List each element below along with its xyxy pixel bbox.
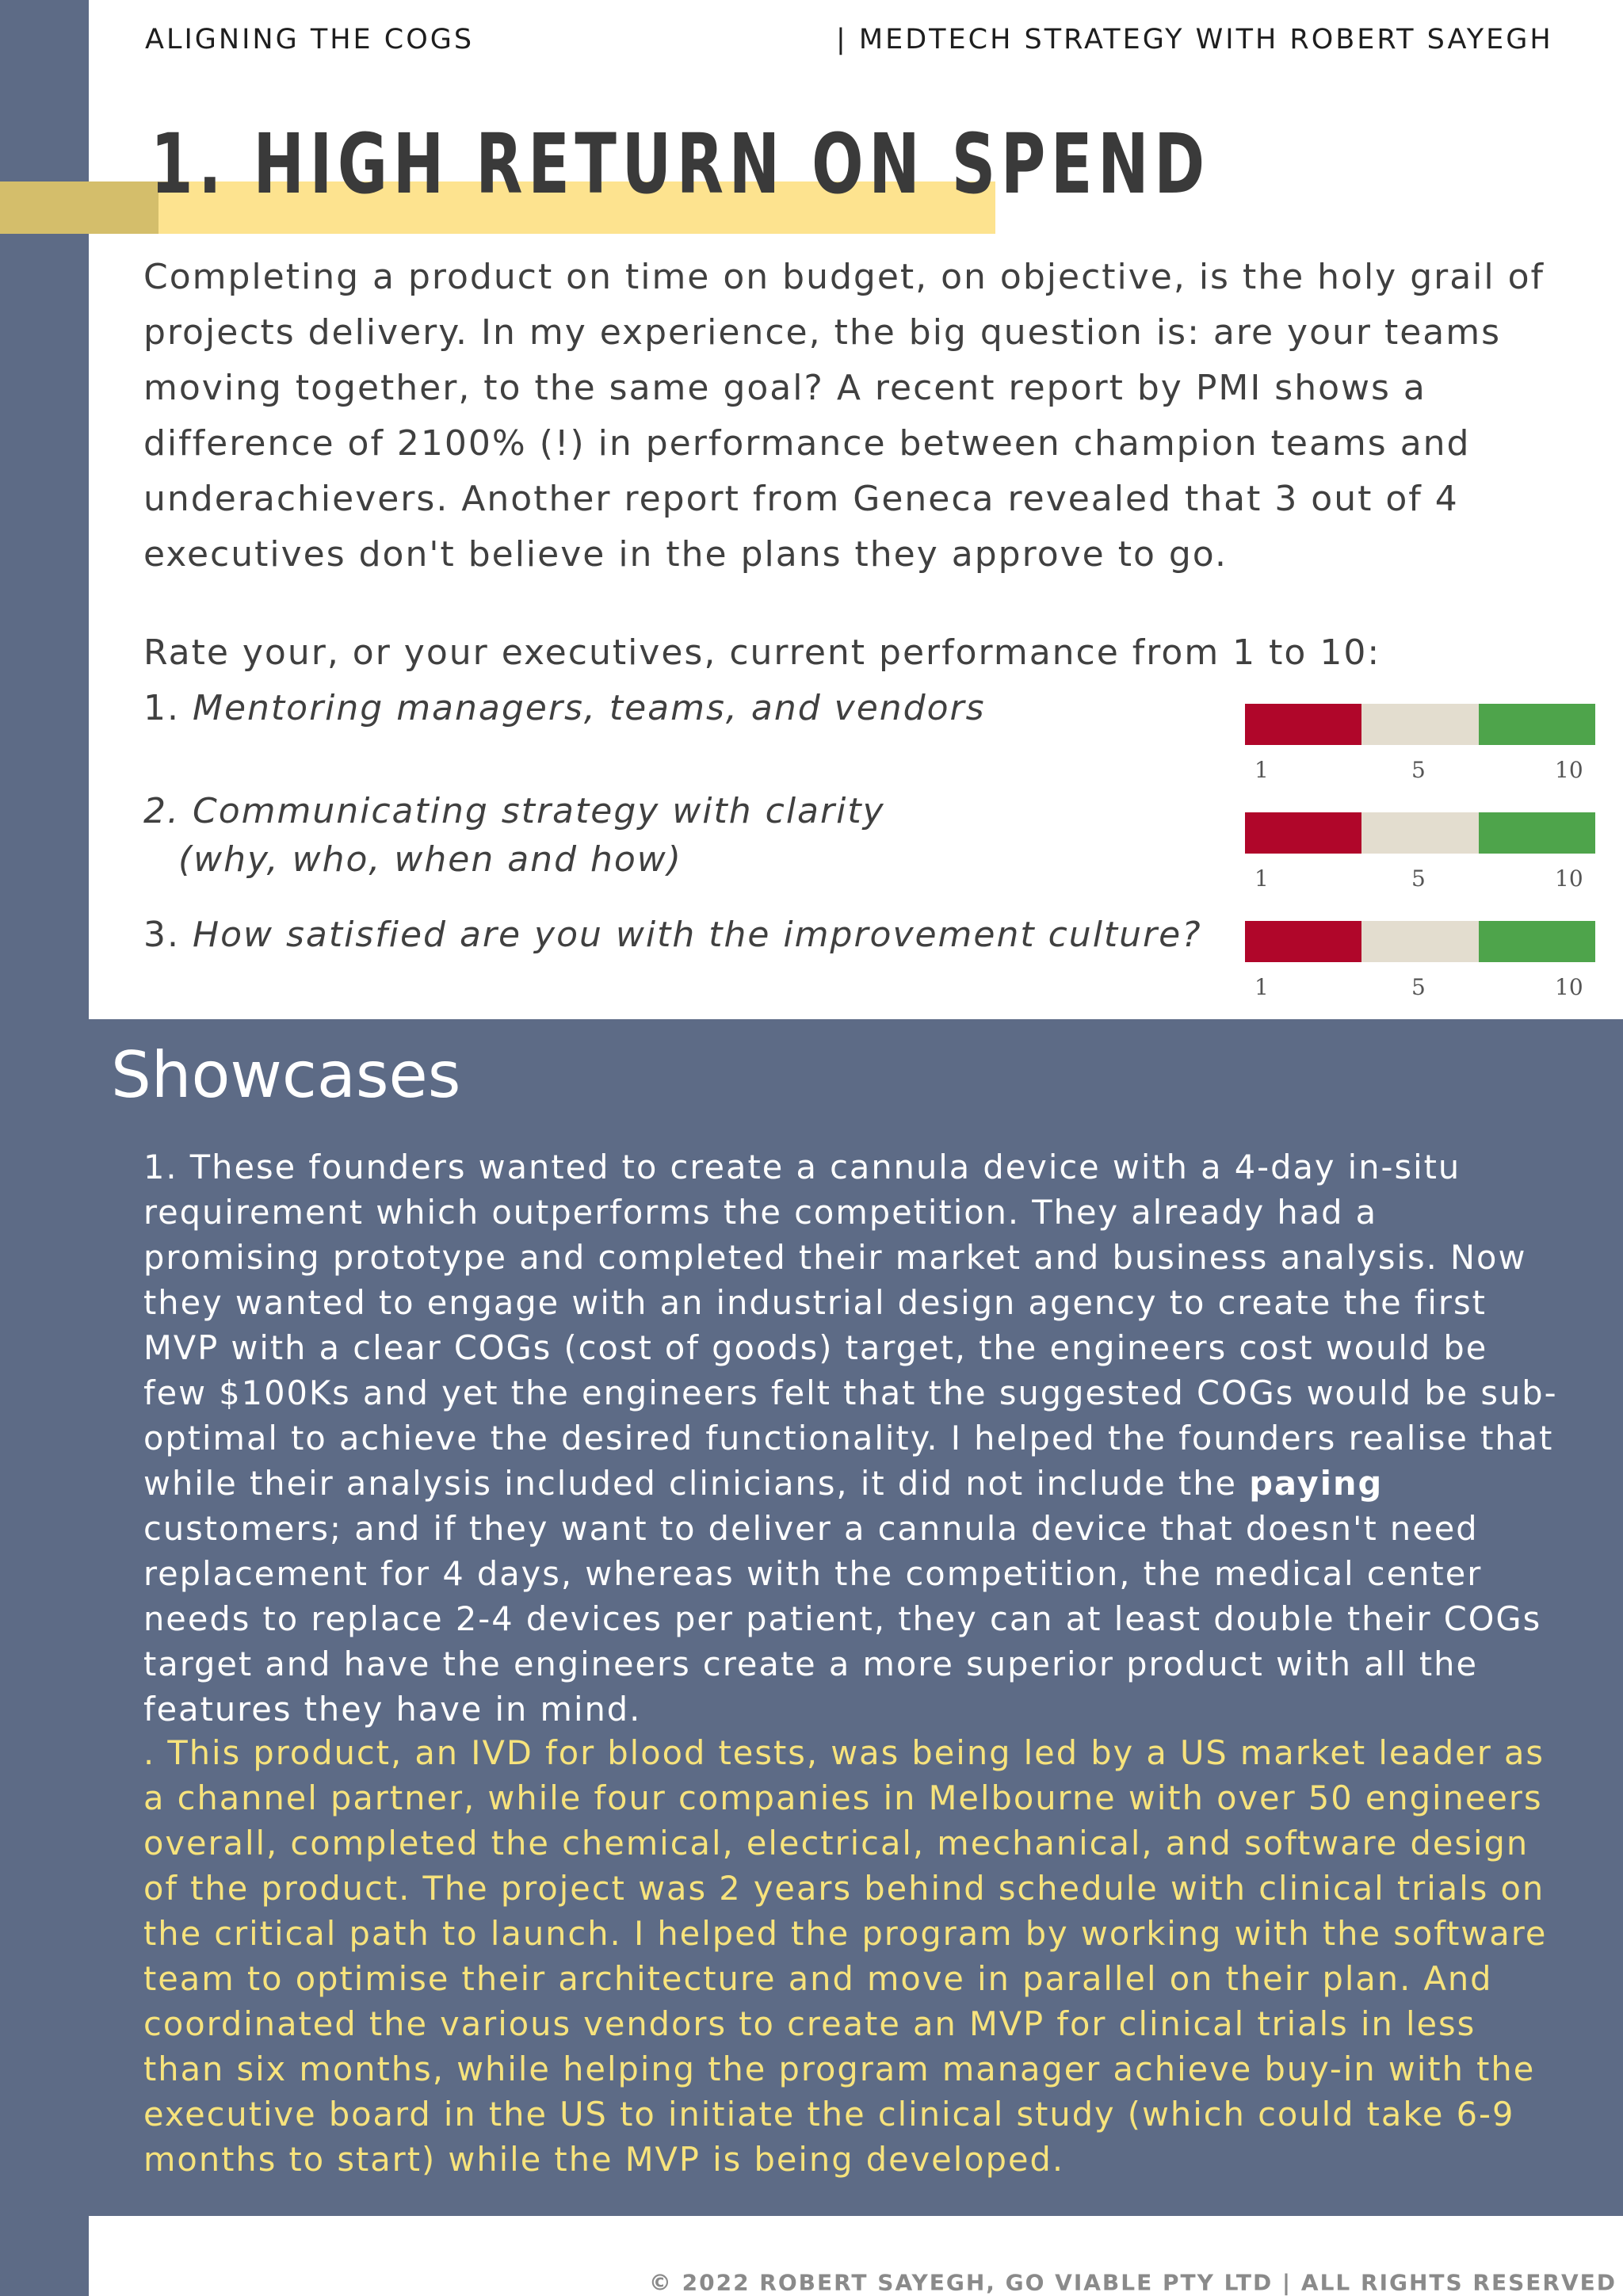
scale-tick-min: 1 [1254,974,1269,1000]
rating-scale-1[interactable] [1245,704,1595,745]
scale-tick-min: 1 [1254,757,1269,783]
scale-tick-max: 10 [1555,974,1583,1000]
scale-tick-max: 10 [1555,865,1583,892]
scale-low-segment[interactable] [1245,704,1361,745]
case1-text-part2: customers; and if they want to deliver a cannula device that doesn't need replacement for 4 days, whereas with the competition, the medical center needs to replace 2-4 devices per patient, they can at least double their COGs target and have the engineers create a more superior product with all the features they have in mind. [143,1509,1542,1729]
rating-item-text: Mentoring managers, teams, and vendors [192,688,986,728]
showcase-case-2: . This product, an IVD for blood tests, was being led by a US market leader as a channel partner, while four companies in Melbourne with over 50 engineers overall, completed the chemical, electrical, mechanical, and software design of the product. The project was 2 years behind schedule with clinical trials on the critical path to launch. I helped the program by working with the software team to optimise their architecture and move in parallel on their plan. And coordinated the various vendors to create an MVP for clinical trials in less than six months, while helping the program manager achieve buy-in with the executive board in the US to initiate the clinical study (which could take 6-9 months to start) while the MVP is being developed. [143,1733,1548,2179]
scale-mid-segment[interactable] [1361,704,1479,745]
case1-text-part1: 1. These founders wanted to create a cannula device with a 4-day in-situ requirement which outperforms the competition. They already had a promising prototype and completed their market and business analysis. Now they wanted to engage with an industrial design agency to create the first MVP with a clear COGs (cost of goods) target, the engineers cost would be few $100Ks and yet the engineers felt that the suggested COGs would be sub-optimal to achieve the desired functionality. I helped the founders realise that while their analysis included clinicians, it did not include the [143,1148,1558,1503]
rating-item-2 [143,791,885,880]
scale-tick-mid: 5 [1411,974,1426,1000]
scale-tick-mid: 5 [1411,757,1426,783]
header-left: ALIGNING THE COGS [145,24,475,55]
rating-item-number: 1. [143,688,180,728]
scale-high-segment[interactable] [1479,812,1595,854]
scale-tick-max: 10 [1555,757,1583,783]
rating-item-3 [143,915,1202,955]
scale-mid-segment[interactable] [1361,921,1479,962]
showcase-case-1 [143,1144,1562,1732]
title-highlight-gold [0,181,158,234]
intro-paragraph: Completing a product on time on budget, on objective, is the holy grail of projects delivery. In my experience, the big question is: are your teams moving together, to the same goal? A recent report by PMI shows a difference of 2100% (!) in performance between champion teams and underachievers. Another report from Geneca revealed that 3 out of 4 executives don't believe in the plans they approve to go. [143,257,1545,575]
rating-item-text-line2: (why, who, when and how) [178,839,682,880]
section-title: 1. HIGH RETURN ON SPEND [151,116,1210,212]
footer-copyright: © 2022 ROBERT SAYEGH, GO VIABLE PTY LTD | ALL RIGHTS RESERVED [648,2269,1617,2296]
scale-low-segment[interactable] [1245,812,1361,854]
scale-tick-min: 1 [1254,865,1269,892]
rating-item-text: Communicating strategy with clarity [192,791,885,831]
rating-scale-3[interactable] [1245,921,1595,962]
scale-mid-segment[interactable] [1361,812,1479,854]
rating-item-number: 2. [143,791,180,831]
rating-item-text: How satisfied are you with the improvement culture? [192,915,1202,955]
scale-tick-mid: 5 [1411,865,1426,892]
scale-high-segment[interactable] [1479,921,1595,962]
scale-low-segment[interactable] [1245,921,1361,962]
showcases-title: Showcases [111,1038,461,1112]
header-right: | MEDTECH STRATEGY WITH ROBERT SAYEGH [836,24,1553,55]
rating-scale-2[interactable] [1245,812,1595,854]
scale-high-segment[interactable] [1479,704,1595,745]
rating-item-1 [143,688,986,728]
rate-prompt: Rate your, or your executives, current performance from 1 to 10: [143,632,1381,673]
rating-item-number: 3. [143,915,180,955]
left-accent-bar [0,0,89,2296]
case1-bold-word: paying [1249,1464,1384,1503]
